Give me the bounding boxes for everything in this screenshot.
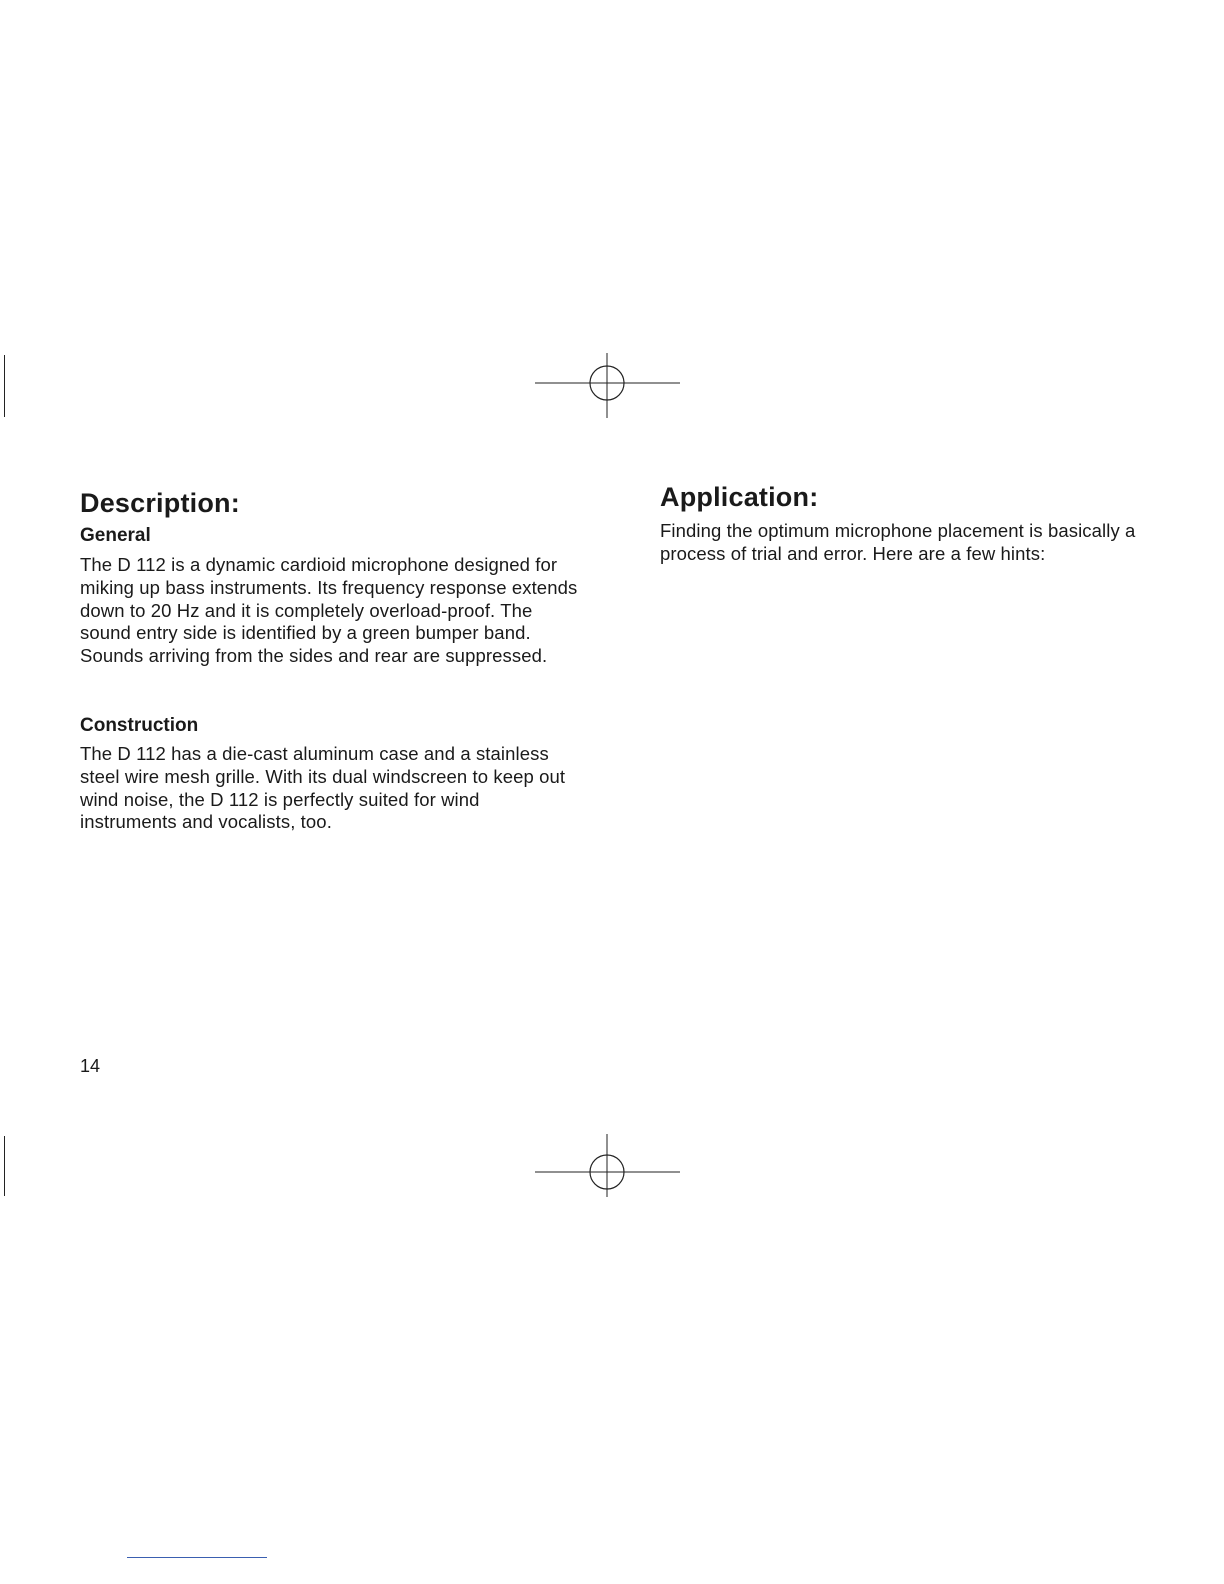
construction-text: The D 112 has a die-cast aluminum case and a stainless steel wire mesh grille. With its dual windscreen to keep out wind noise, the D 112 is perfectly suited for wind instruments and vocalists, too. [80, 742, 566, 833]
general-section [80, 524, 580, 668]
general-title: General [80, 525, 151, 546]
footer-rule [127, 1557, 267, 1558]
crop-mark-left-top [4, 355, 5, 417]
page-number: 14 [80, 1056, 101, 1076]
application-text: Finding the optimum microphone placement is basically a process of trial and error. Here are a few hints: [660, 520, 1136, 564]
registration-mark-bottom [530, 1131, 685, 1203]
crop-mark-left-bottom [4, 1136, 5, 1196]
construction-title: Construction [80, 714, 199, 736]
description-heading: Description: [80, 488, 240, 518]
registration-mark-top [530, 350, 685, 422]
general-text: The D 112 is a dynamic cardioid microphone designed for miking up bass instruments. Its frequency response extends down to 20 Hz and it is completely overload-proof. The sound entry side is identified by a green bumper band. Sounds arriving from the sides and rear are suppressed. [80, 554, 578, 667]
application-column [660, 480, 1180, 566]
description-column [80, 486, 580, 834]
application-heading: Application: [660, 482, 819, 512]
construction-section [80, 714, 580, 834]
